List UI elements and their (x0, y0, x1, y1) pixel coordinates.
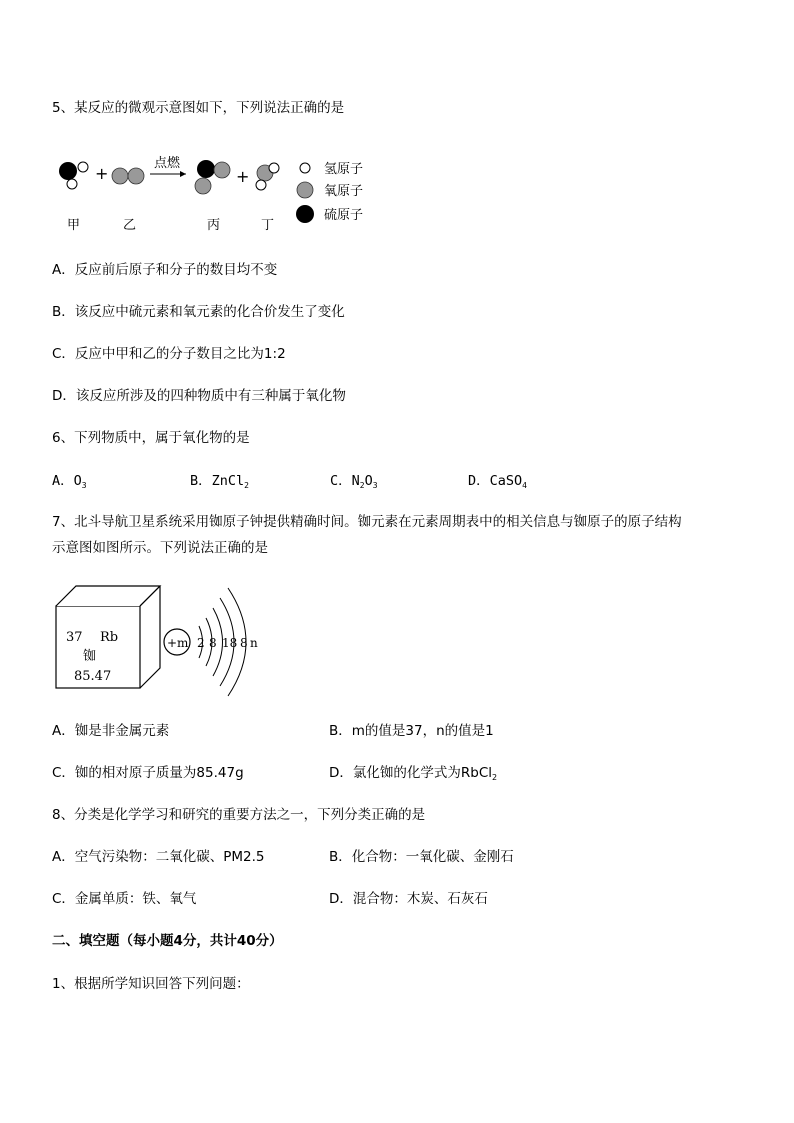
q8-option-c: C．金属单质：铁、氧气 (52, 891, 197, 907)
atom-structure (164, 588, 258, 696)
q7-option-c: C．铷的相对原子质量为85.47g (52, 765, 244, 781)
q5-option-d: D．该反应所涉及的四种物质中有三种属于氧化物 (52, 388, 346, 404)
q5-option-c: C．反应中甲和乙的分子数目之比为1:2 (52, 346, 286, 362)
rubidium-figure (50, 580, 280, 700)
q8-option-a: A．空气污染物：二氧化碳、PM2.5 (52, 849, 265, 865)
element-symbol: Rb (100, 630, 119, 645)
q7-stem-line1: 7、北斗导航卫星系统采用铷原子钟提供精确时间。铷元素在元素周期表中的相关信息与铷原子的原子结构 (52, 514, 682, 530)
q6-option-b: B．ZnCl$_2$ (190, 473, 249, 490)
shell-electrons: n (250, 636, 258, 650)
nucleus-charge: +m (167, 636, 189, 650)
element-cube (56, 586, 160, 688)
legend-hydrogen-icon (300, 163, 310, 173)
oxygen-atom (214, 162, 230, 178)
oxygen-atom (195, 178, 211, 194)
q8-option-d: D．混合物：木炭、石灰石 (329, 891, 488, 907)
molecule-jia (59, 162, 88, 189)
hydrogen-atom (256, 180, 266, 190)
legend-oxygen-icon (297, 182, 313, 198)
fill-q1-stem: 1、根据所学知识回答下列问题： (52, 976, 250, 992)
label-ding: 丁 (261, 218, 275, 233)
q6-option-c: C．$N_2O_3$ (330, 473, 378, 490)
shell-electrons: 8 (209, 636, 217, 650)
q6-option-d: D．CaSO$_4$ (468, 473, 527, 490)
label-jia: 甲 (67, 218, 81, 233)
label-yi: 乙 (123, 218, 137, 233)
legend-oxygen-label: 氧原子 (324, 184, 364, 199)
q7-option-b: B．m的值是37，n的值是1 (329, 723, 494, 739)
reaction-diagram (50, 152, 390, 236)
arrow-head (180, 171, 186, 177)
element-name: 铷 (83, 649, 97, 664)
molecule-ding (256, 163, 279, 190)
legend-hydrogen-label: 氢原子 (324, 162, 364, 177)
label-bing: 丙 (207, 218, 221, 233)
oxygen-atom (112, 168, 128, 184)
q7-option-d: D．氯化铷的化学式为RbCl$_2$ (329, 765, 498, 782)
hydrogen-atom (78, 162, 88, 172)
legend-sulfur-icon (296, 205, 314, 223)
shell-electrons: 18 (222, 636, 238, 650)
hydrogen-atom (269, 163, 279, 173)
hydrogen-atom (67, 179, 77, 189)
q7-stem-line2: 示意图如图所示。下列说法正确的是 (52, 540, 268, 556)
legend-sulfur-label: 硫原子 (324, 208, 364, 223)
atomic-mass: 85.47 (74, 669, 112, 684)
oxygen-atom (128, 168, 144, 184)
section-heading: 二、填空题（每小题4分，共计40分） (52, 933, 283, 949)
molecule-bing (195, 160, 230, 194)
molecule-yi (112, 168, 144, 184)
shell-electrons: 8 (240, 636, 248, 650)
atomic-number: 37 (66, 630, 83, 645)
plus-sign: + (95, 164, 109, 183)
q5-option-b: B．该反应中硫元素和氧元素的化合价发生了变化 (52, 304, 345, 320)
q5-option-a: A．反应前后原子和分子的数目均不变 (52, 262, 278, 278)
sulfur-atom (59, 162, 77, 180)
shell-electrons: 2 (197, 636, 205, 650)
q8-option-b: B．化合物：一氧化碳、金刚石 (329, 849, 514, 865)
sulfur-atom (197, 160, 215, 178)
q7-option-a: A．铷是非金属元素 (52, 723, 170, 739)
reaction-condition: 点燃 (154, 156, 181, 171)
q6-option-a: A．$O_3$ (52, 473, 87, 490)
plus-sign: + (236, 167, 250, 186)
q8-stem: 8、分类是化学学习和研究的重要方法之一，下列分类正确的是 (52, 807, 426, 823)
q5-stem: 5、某反应的微观示意图如下，下列说法正确的是 (52, 100, 345, 116)
q6-stem: 6、下列物质中，属于氧化物的是 (52, 430, 250, 446)
